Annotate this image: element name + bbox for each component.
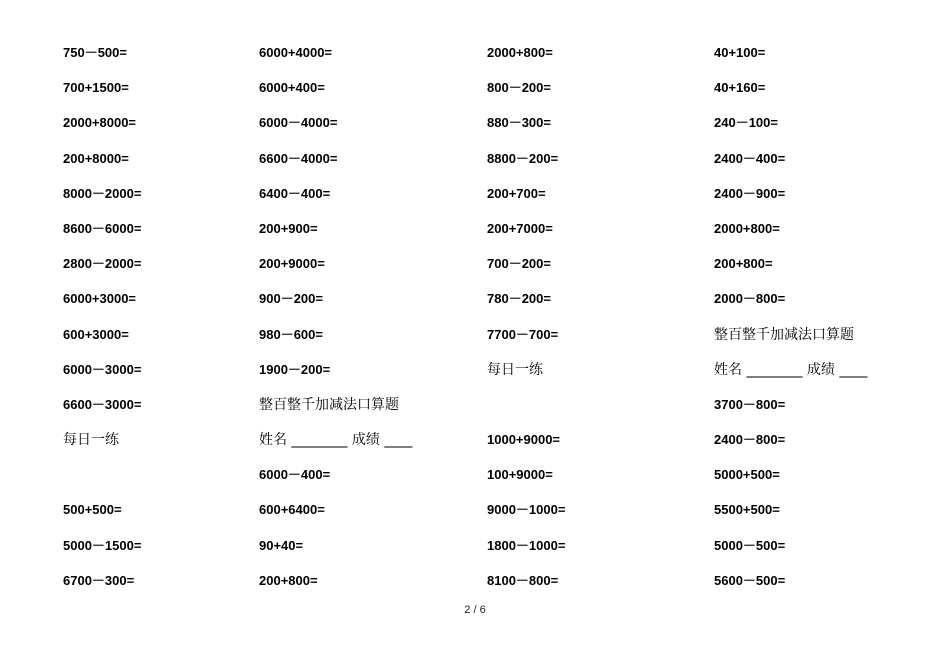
arithmetic-problem: 700－200=	[487, 256, 551, 272]
arithmetic-problem: 200+800=	[259, 572, 318, 588]
arithmetic-problem: 6000+4000=	[259, 45, 333, 60]
arithmetic-problem: 5000－500=	[714, 537, 786, 553]
column-4	[714, 40, 867, 603]
arithmetic-problem: 200+800=	[714, 256, 773, 272]
arithmetic-problem: 2000－800=	[714, 291, 786, 307]
column-2	[259, 40, 412, 603]
arithmetic-problem: 600+3000=	[63, 326, 129, 342]
arithmetic-problem: 750－500=	[63, 45, 127, 60]
arithmetic-problem: 240－100=	[714, 115, 778, 131]
name-score-line: 姓名 ________ 成绩 ____	[714, 361, 868, 378]
arithmetic-problem: 6000+3000=	[63, 291, 137, 307]
arithmetic-problem: 8600－6000=	[63, 220, 142, 236]
arithmetic-problem: 2000+800=	[714, 220, 780, 236]
arithmetic-problem: 200+7000=	[487, 220, 553, 236]
arithmetic-problem: 6000+400=	[259, 80, 325, 96]
arithmetic-problem: 2000+800=	[487, 45, 553, 60]
name-score-line: 姓名 ________ 成绩 ____	[259, 432, 413, 449]
arithmetic-problem: 880－300=	[487, 115, 551, 131]
arithmetic-problem: 90+40=	[259, 537, 304, 553]
worksheet-title: 整百整千加减法口算题	[714, 326, 854, 343]
arithmetic-problem: 1000+9000=	[487, 432, 561, 448]
arithmetic-problem: 40+100=	[714, 45, 766, 60]
arithmetic-problem: 700+1500=	[63, 80, 129, 96]
arithmetic-problem: 6000－400=	[259, 467, 331, 483]
arithmetic-problem: 5500+500=	[714, 502, 780, 518]
column-3	[487, 40, 565, 603]
arithmetic-problem: 5000－1500=	[63, 537, 142, 553]
arithmetic-problem: 600+6400=	[259, 502, 325, 518]
arithmetic-problem: 780－200=	[487, 291, 551, 307]
arithmetic-problem: 200+700=	[487, 185, 546, 201]
arithmetic-problem: 1900－200=	[259, 361, 331, 377]
worksheet-title: 整百整千加减法口算题	[259, 396, 399, 413]
arithmetic-problem: 100+9000=	[487, 467, 553, 483]
arithmetic-problem: 7700－700=	[487, 326, 559, 342]
arithmetic-problem: 980－600=	[259, 326, 323, 342]
arithmetic-problem: 2800－2000=	[63, 256, 142, 272]
daily-practice-heading: 每日一练	[487, 361, 543, 378]
arithmetic-problem: 900－200=	[259, 291, 323, 307]
arithmetic-problem: 6400－400=	[259, 185, 331, 201]
arithmetic-problem: 8800－200=	[487, 150, 559, 166]
arithmetic-problem: 6600－3000=	[63, 396, 142, 412]
blank-line	[63, 462, 141, 497]
arithmetic-problem: 5600－500=	[714, 572, 786, 588]
arithmetic-problem: 6000－3000=	[63, 361, 142, 377]
arithmetic-problem: 200+9000=	[259, 256, 325, 272]
arithmetic-problem: 2000+8000=	[63, 115, 137, 131]
arithmetic-problem: 6000－4000=	[259, 115, 338, 131]
arithmetic-problem: 200+8000=	[63, 150, 129, 166]
arithmetic-problem: 200+900=	[259, 220, 318, 236]
arithmetic-problem: 800－200=	[487, 80, 551, 96]
column-1	[63, 40, 141, 603]
page-number: 2 / 6	[464, 604, 486, 616]
arithmetic-problem: 9000－1000=	[487, 502, 566, 518]
arithmetic-problem: 3700－800=	[714, 396, 786, 412]
arithmetic-problem: 5000+500=	[714, 467, 780, 483]
arithmetic-problem: 8000－2000=	[63, 185, 142, 201]
arithmetic-problem: 1800－1000=	[487, 537, 566, 553]
daily-practice-heading: 每日一练	[63, 432, 119, 449]
arithmetic-problem: 2400－800=	[714, 432, 786, 448]
blank-line	[487, 392, 565, 427]
arithmetic-problem: 6700－300=	[63, 572, 135, 588]
arithmetic-problem: 500+500=	[63, 502, 122, 518]
arithmetic-problem: 6600－4000=	[259, 150, 338, 166]
arithmetic-problem: 2400－900=	[714, 185, 786, 201]
arithmetic-problem: 2400－400=	[714, 150, 786, 166]
arithmetic-problem: 8100－800=	[487, 572, 559, 588]
arithmetic-problem: 40+160=	[714, 80, 766, 96]
